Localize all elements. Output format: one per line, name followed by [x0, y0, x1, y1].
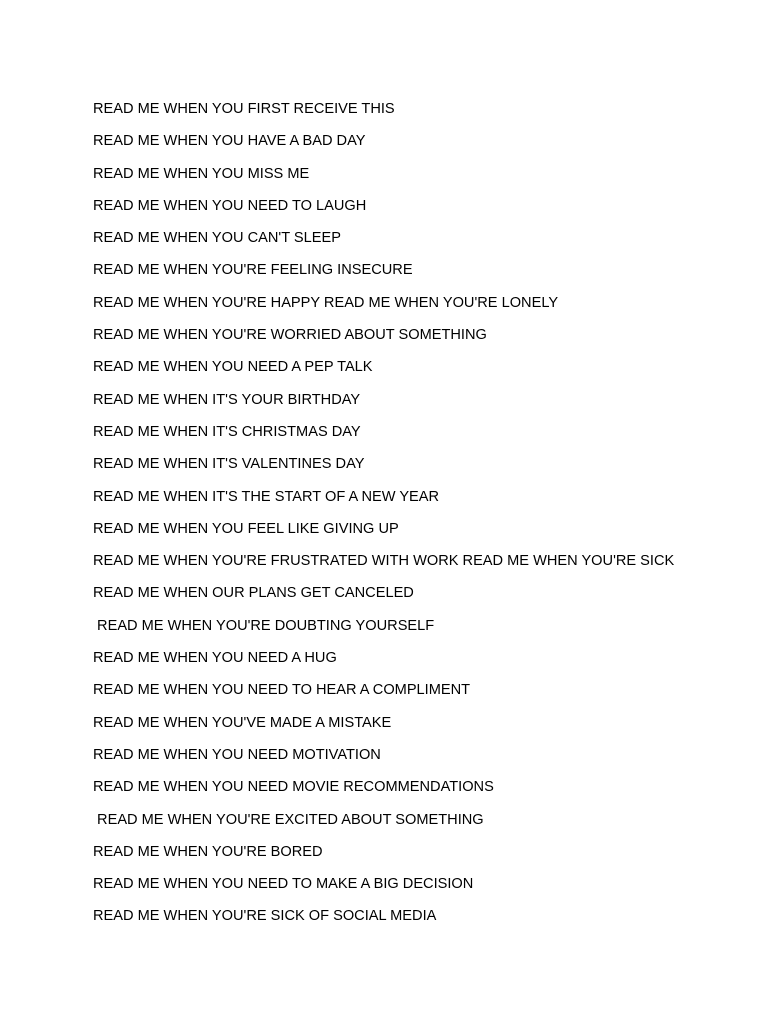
list-item: READ ME WHEN YOU'RE SICK OF SOCIAL MEDIA: [93, 908, 437, 925]
list-item: READ ME WHEN YOU'VE MADE A MISTAKE: [93, 714, 392, 731]
list-item: READ ME WHEN YOU MISS ME: [93, 165, 310, 182]
list-item: READ ME WHEN YOU'RE FEELING INSECURE: [93, 262, 413, 279]
list-item: READ ME WHEN IT'S YOUR BIRTHDAY: [93, 391, 361, 408]
list-item: READ ME WHEN YOU FIRST RECEIVE THIS: [93, 101, 395, 117]
list-item: READ ME WHEN YOU FEEL LIKE GIVING UP: [93, 520, 399, 537]
list-item: READ ME WHEN YOU'RE HAPPY READ ME WHEN YOU'RE LONELY: [93, 294, 559, 311]
list-item: READ ME WHEN YOU NEED A PEP TALK: [93, 359, 373, 376]
list-item: READ ME WHEN YOU'RE DOUBTING YOURSELF: [93, 617, 435, 634]
list-item: READ ME WHEN YOU NEED TO HEAR A COMPLIMENT: [93, 682, 471, 699]
list-item: READ ME WHEN YOU'RE BORED: [93, 843, 323, 860]
list-item: READ ME WHEN YOU HAVE A BAD DAY: [93, 133, 366, 150]
list-item: READ ME WHEN YOU NEED A HUG: [93, 650, 337, 667]
list-item: READ ME WHEN YOU'RE FRUSTRATED WITH WORK READ ME WHEN YOU'RE SICK: [93, 553, 675, 570]
list-item: READ ME WHEN YOU NEED MOTIVATION: [93, 746, 381, 763]
list-item: READ ME WHEN YOU CAN'T SLEEP: [93, 230, 341, 247]
read-me-list: [93, 99, 674, 939]
list-item: READ ME WHEN IT'S CHRISTMAS DAY: [93, 423, 361, 440]
list-item: READ ME WHEN YOU NEED TO LAUGH: [93, 197, 367, 214]
list-item: READ ME WHEN IT'S THE START OF A NEW YEAR: [93, 488, 440, 505]
list-item: READ ME WHEN OUR PLANS GET CANCELED: [93, 585, 414, 602]
list-item: READ ME WHEN YOU'RE EXCITED ABOUT SOMETHING: [93, 811, 484, 828]
list-item: READ ME WHEN YOU NEED MOVIE RECOMMENDATIONS: [93, 779, 494, 796]
list-item: READ ME WHEN YOU NEED TO MAKE A BIG DECISION: [93, 876, 474, 893]
list-item: READ ME WHEN IT'S VALENTINES DAY: [93, 456, 365, 473]
list-item: READ ME WHEN YOU'RE WORRIED ABOUT SOMETHING: [93, 327, 487, 344]
